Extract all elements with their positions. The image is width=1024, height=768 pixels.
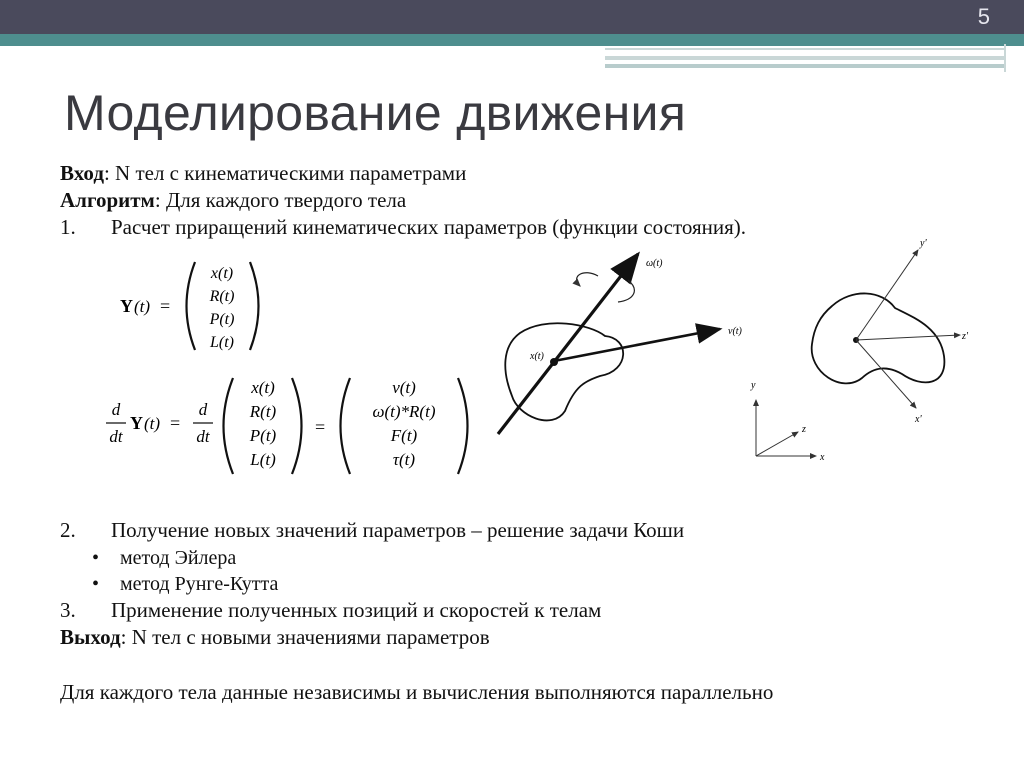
bullet-runge-kutta-text: метод Рунге-Кутта <box>120 573 279 595</box>
input-label: Вход <box>60 161 104 185</box>
world-z-label: z <box>802 424 806 435</box>
body-y-axis <box>856 250 918 340</box>
footer-note: Для каждого тела данные независимы и вычисления выполняются параллельно <box>60 680 774 704</box>
step-2 <box>60 517 684 543</box>
position-label: x(t) <box>530 351 544 362</box>
slide-number: 5 <box>977 4 990 29</box>
deriv-state-L: L(t) <box>250 450 276 469</box>
world-y-label: y <box>751 380 756 391</box>
formula-Y-2: Y <box>130 413 143 433</box>
input-text: : N тел с кинематическими параметрами <box>103 161 467 185</box>
bullet-euler <box>92 545 236 571</box>
velocity-label: v(t) <box>728 326 742 337</box>
algorithm-label: Алгоритм <box>60 188 155 212</box>
input-line <box>60 160 466 186</box>
deriv-state-P: P(t) <box>249 426 277 445</box>
step-3 <box>60 597 601 623</box>
deriv-v: v(t) <box>392 378 416 397</box>
output-line <box>60 624 490 650</box>
header-deco-line <box>605 64 1005 68</box>
body-z-axis <box>856 335 960 340</box>
body-x-axis <box>856 340 916 408</box>
bullet-dot: • <box>92 573 100 595</box>
step-2-text: Получение новых значений параметров – решение задачи Коши <box>111 518 685 542</box>
paren-right-2 <box>292 378 302 474</box>
frac-dt-2: dt <box>196 427 210 446</box>
rotation-arc-tail <box>618 280 634 302</box>
paren-left <box>187 262 196 350</box>
formula-eq-3: = <box>315 417 326 437</box>
paren-left-2 <box>224 378 234 474</box>
bullet-dot: • <box>92 547 100 569</box>
omega-label: ω(t) <box>646 258 663 269</box>
deriv-state-R: R(t) <box>249 402 277 421</box>
body-z-label: z' <box>962 331 969 342</box>
formula-eq: = <box>160 296 171 316</box>
frac-dt: dt <box>109 427 123 446</box>
algorithm-line <box>60 187 406 213</box>
deriv-F: F(t) <box>390 426 418 445</box>
formula-t-arg-2: (t) <box>144 414 161 433</box>
header-deco-line <box>605 56 1005 60</box>
output-text: : N тел с новыми значениями параметров <box>120 625 490 649</box>
algorithm-text: : Для каждого твердого тела <box>154 188 407 212</box>
step-1-number: 1. <box>60 215 76 239</box>
state-x: x(t) <box>210 265 234 282</box>
slide-title: Моделирование движения <box>64 85 687 141</box>
paren-right-3 <box>458 378 468 474</box>
frac-d: d <box>111 400 121 419</box>
rotation-arc-icon <box>577 273 598 286</box>
state-formula <box>100 252 480 487</box>
header-deco-line <box>1004 44 1006 72</box>
step-2-number: 2. <box>60 518 76 542</box>
step-3-number: 3. <box>60 598 76 622</box>
omega-axis-arrow <box>498 254 638 434</box>
paren-left-3 <box>341 378 351 474</box>
formula-Y: Y <box>120 296 133 316</box>
state-P: P(t) <box>209 311 235 328</box>
deriv-tau: τ(t) <box>392 450 416 469</box>
frac-d-2: d <box>198 400 208 419</box>
body-shape-left <box>505 323 623 420</box>
deriv-state-x: x(t) <box>251 378 275 397</box>
paren-right <box>250 262 259 350</box>
formula-t-arg: (t) <box>134 297 151 316</box>
state-R: R(t) <box>209 288 235 305</box>
bullet-runge-kutta <box>92 571 278 597</box>
velocity-arrow <box>554 329 720 361</box>
world-x-label: x <box>820 452 825 463</box>
formula-eq-2: = <box>170 413 181 433</box>
step-1-text: Расчет приращений кинематических параметров (функции состояния). <box>111 215 746 239</box>
step-3-text: Применение полученных позиций и скоростей к телам <box>111 598 602 622</box>
bullet-euler-text: метод Эйлера <box>120 547 237 569</box>
header-deco-line <box>605 48 1005 50</box>
rigid-body-diagram <box>490 236 1000 476</box>
body-y-label: y' <box>920 238 927 249</box>
header-bar <box>0 0 1024 34</box>
body-x-label: x' <box>915 414 922 425</box>
body-shape-right <box>812 293 945 383</box>
state-L: L(t) <box>210 334 234 351</box>
center-of-mass-point <box>550 358 558 366</box>
deriv-omega-R: ω(t)*R(t) <box>372 402 436 421</box>
world-z-axis <box>756 432 798 456</box>
output-label: Выход <box>60 625 121 649</box>
header-accent-bar <box>0 34 1024 46</box>
